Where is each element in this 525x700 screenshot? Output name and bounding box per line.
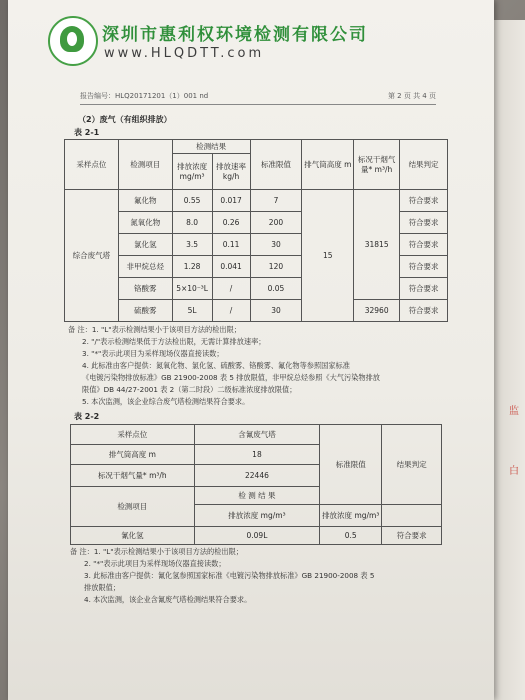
company-name: 深圳市惠利权环境检测有限公司 [102, 25, 368, 45]
t2-judge-blank [382, 505, 442, 527]
note-line: 5. 本次监测，该企业综合废气塔检测结果符合要求。 [82, 397, 250, 406]
t2-flow-value: 22446 [194, 465, 320, 487]
note-line: 排放限值； [84, 583, 120, 592]
col-height: 排气筒高度 m [302, 140, 354, 190]
t2-item-label: 检测项目 [71, 487, 195, 527]
t2-point-value: 含氰废气塔 [194, 425, 320, 445]
note-line: 2. "/"表示检测结果低于方法检出限，无需计算排放速率； [82, 337, 266, 346]
note-line: 3. 此标准由客户提供：氰化氢参照国家标准《电镀污染物排放标准》GB 21900-2008 表 5 [84, 571, 375, 580]
t2-row-judge: 符合要求 [382, 527, 442, 545]
note-line: 4. 此标准由客户提供：氮氧化物、氯化氢、硫酸雾、铬酸雾、氟化物等参照国家标准 [82, 361, 350, 370]
row-conc: 5×10⁻³L [172, 278, 212, 300]
note-line: 《电镀污染物排放标准》GB 21900-2008 表 5 排放限值，非甲烷总烃参照《大气污染物排放 [82, 373, 380, 382]
note-line: 备 注：1. "L"表示检测结果小于该项目方法的检出限； [70, 547, 243, 556]
t2-row-item: 氰化氢 [71, 527, 195, 545]
row-rate: 0.041 [212, 256, 250, 278]
col-result: 检测结果 [172, 140, 250, 154]
row-item: 硫酸雾 [118, 300, 172, 322]
row-rate: 0.017 [212, 190, 250, 212]
row-limit: 0.05 [250, 278, 302, 300]
row-item: 氯化氢 [118, 234, 172, 256]
col-item: 检测项目 [118, 140, 172, 190]
stack-height: 15 [302, 190, 354, 322]
table-2-2 [70, 424, 442, 545]
col-conc: 排放浓度 mg/m³ [172, 154, 212, 190]
company-logo [48, 16, 98, 66]
row-judge: 符合要求 [400, 300, 448, 322]
report-meta [80, 91, 436, 105]
t2-row-limit: 0.5 [320, 527, 382, 545]
table-2-1 [64, 139, 448, 322]
note-line: 3. "*"表示此项目为采样现场仪器直接读数； [82, 349, 224, 358]
notes-table2 [70, 546, 442, 606]
row-judge: 符合要求 [400, 212, 448, 234]
row-rate: / [212, 300, 250, 322]
note-line: 备 注：1. "L"表示检测结果小于该项目方法的检出限； [68, 325, 241, 334]
point-name: 综合废气塔 [65, 190, 119, 322]
row-limit: 30 [250, 300, 302, 322]
row-judge: 符合要求 [400, 278, 448, 300]
flow-value-b: 32960 [354, 300, 400, 322]
company-website: www.HLQDTT.com [104, 46, 265, 61]
note-line: 4. 本次监测，该企业含氰废气塔检测结果符合要求。 [84, 595, 252, 604]
t2-limit-label: 标准限值 [320, 425, 382, 505]
report-page [8, 0, 494, 700]
report-number: 报告编号：HLQ20171201（1）001 nd [80, 92, 209, 100]
row-rate: / [212, 278, 250, 300]
flow-value: 31815 [354, 190, 400, 300]
row-limit: 200 [250, 212, 302, 234]
col-limit: 标准限值 [250, 140, 302, 190]
row-conc: 5L [172, 300, 212, 322]
t2-flow-label: 标况干烟气量* m³/h [71, 465, 195, 487]
t2-judge-label: 结果判定 [382, 425, 442, 505]
page-number: 第 2 页 共 4 页 [387, 92, 436, 100]
row-rate: 0.11 [212, 234, 250, 256]
row-item: 氟化物 [118, 190, 172, 212]
t2-height-label: 排气筒高度 m [71, 445, 195, 465]
col-rate: 排放速率 kg/h [212, 154, 250, 190]
row-item: 氮氧化物 [118, 212, 172, 234]
row-limit: 30 [250, 234, 302, 256]
notes-table1 [68, 324, 448, 408]
row-limit: 7 [250, 190, 302, 212]
col-point: 采样点位 [65, 140, 119, 190]
t2-point-label: 采样点位 [71, 425, 195, 445]
row-conc: 8.0 [172, 212, 212, 234]
row-judge: 符合要求 [400, 234, 448, 256]
col-flow: 标况干烟气量* m³/h [354, 140, 400, 190]
t2-height-value: 18 [194, 445, 320, 465]
note-line: 限值》DB 44/27-2001 表 2（第二时段）二级标准浓度排放限值； [82, 385, 297, 394]
stamp-fragment: 监 [509, 406, 519, 417]
table1-label: 表 2-1 [74, 128, 100, 137]
row-judge: 符合要求 [400, 190, 448, 212]
row-item: 非甲烷总烃 [118, 256, 172, 278]
row-conc: 0.55 [172, 190, 212, 212]
stamp-fragment: 白 [509, 466, 519, 477]
table2-label: 表 2-2 [74, 412, 100, 421]
row-rate: 0.26 [212, 212, 250, 234]
row-conc: 3.5 [172, 234, 212, 256]
t2-conc-label: 排放浓度 mg/m³ [194, 505, 320, 527]
row-limit: 120 [250, 256, 302, 278]
row-judge: 符合要求 [400, 256, 448, 278]
t2-row-value: 0.09L [194, 527, 320, 545]
note-line: 2. "*"表示此项目为采样现场仪器直接读数； [84, 559, 226, 568]
t2-result-label: 检 测 结 果 [194, 487, 320, 505]
row-item: 铬酸雾 [118, 278, 172, 300]
t2-conc-label-limit: 排放浓度 mg/m³ [320, 505, 382, 527]
col-judge: 结果判定 [400, 140, 448, 190]
section-title: （2）废气（有组织排放） [78, 115, 172, 124]
row-conc: 1.28 [172, 256, 212, 278]
letterhead [48, 16, 478, 70]
